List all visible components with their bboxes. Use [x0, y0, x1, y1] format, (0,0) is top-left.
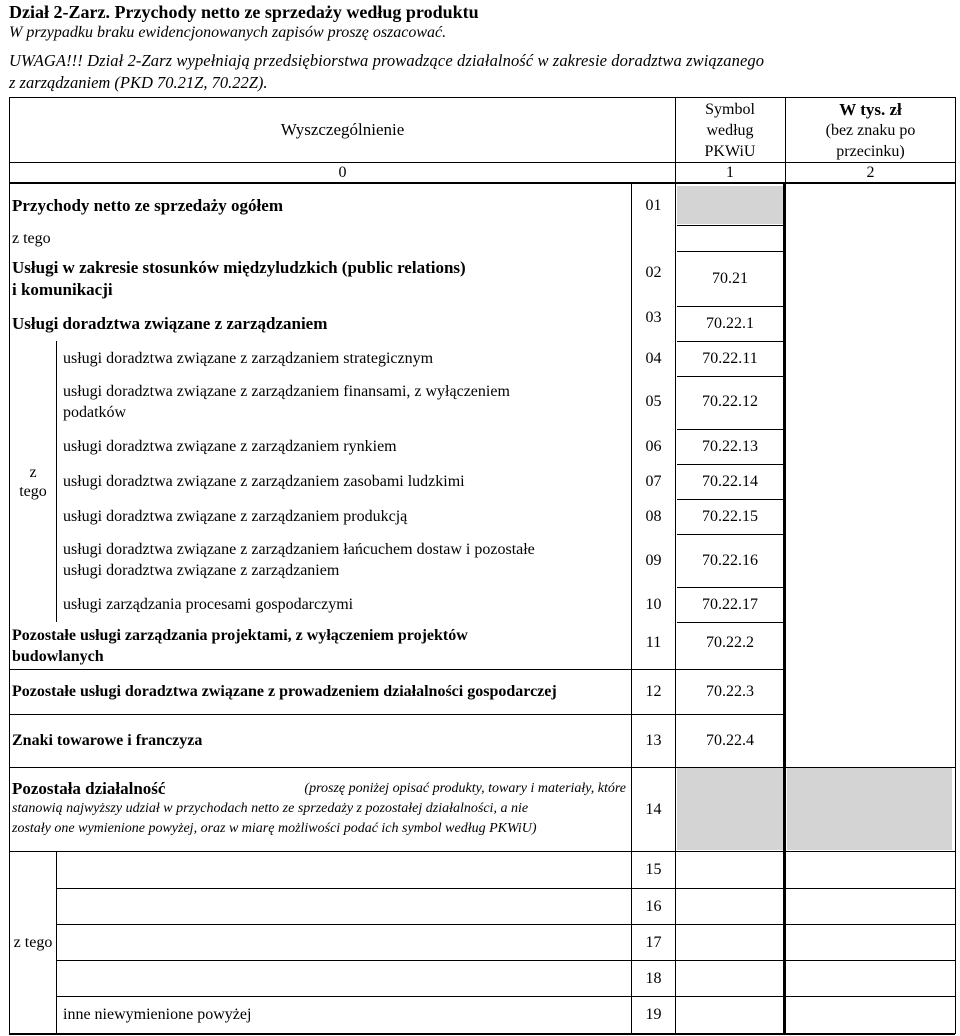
symbol-header-line-2: według — [706, 121, 754, 139]
row-13-num: 13 — [645, 732, 662, 749]
shaded-cell-01 — [677, 186, 783, 224]
row-12-num: 12 — [645, 683, 662, 700]
row-05-symbol: 70.22.12 — [702, 393, 758, 410]
symbol-header-line-1: Symbol — [705, 100, 755, 118]
row-01-label: Przychody netto ze sprzedaży ogółem — [12, 196, 283, 215]
row-04-num: 04 — [645, 350, 662, 367]
row-13-symbol: 70.22.4 — [706, 732, 754, 749]
row-07-num: 07 — [645, 473, 662, 490]
column-index-2: 2 — [866, 163, 875, 181]
shaded-cell-14-symbol — [677, 768, 783, 850]
row-09-label-line-2: usługi doradztwa związane z zarządzaniem — [63, 562, 340, 579]
warning-line-2: z zarządzaniem (PKD 70.21Z, 70.22Z). — [9, 73, 268, 92]
row-11-label-line-2: budowlanych — [12, 647, 104, 665]
row-03-symbol: 70.22.1 — [706, 315, 754, 332]
row-05-num: 05 — [645, 393, 662, 410]
row-11-num: 11 — [645, 634, 662, 651]
row-16-num: 16 — [645, 897, 662, 915]
ztego-mid-line-2: tego — [19, 483, 47, 500]
estimate-note: W przypadku braku ewidencjonowanych zapisów proszę oszacować. — [9, 24, 447, 41]
row-02-symbol: 70.21 — [712, 270, 748, 287]
row-06-symbol: 70.22.13 — [702, 438, 758, 455]
row-02-label — [12, 256, 627, 302]
row-15-num: 15 — [645, 861, 662, 878]
row-05-label-line-1: usługi doradztwa związane z zarządzaniem finansami, z wyłączeniem — [63, 383, 510, 400]
column-header-desc: Wyszczególnienie — [280, 120, 405, 139]
value-header-sub-2: przecinku) — [836, 142, 905, 160]
row-05-label — [63, 378, 623, 426]
row-14-label-line-2: stanowią najwyższy udział w przychodach netto ze sprzedaży z pozostałej działalności, a nie — [12, 801, 529, 816]
row-04-symbol: 70.22.11 — [702, 350, 758, 367]
row-12-label: Pozostałe usługi doradztwa związane z prowadzeniem działalności gospodarczej — [12, 683, 557, 700]
row-18-num: 18 — [645, 969, 662, 987]
row-05-label-line-2: podatków — [63, 404, 127, 421]
value-header-sub-1: (bez znaku po — [825, 121, 916, 139]
row-10-num: 10 — [645, 596, 662, 613]
row-11-symbol: 70.22.2 — [706, 634, 754, 651]
shaded-cell-14-value — [787, 768, 952, 850]
value-header-title: W tys. zł — [839, 99, 902, 119]
row-07-symbol: 70.22.14 — [702, 473, 758, 490]
row-12-symbol: 70.22.3 — [706, 683, 754, 700]
row-02-num: 02 — [645, 264, 662, 281]
column-header-value — [786, 98, 955, 162]
column-index-0: 0 — [338, 163, 347, 181]
row-14-label — [12, 779, 626, 839]
row-10-symbol: 70.22.17 — [702, 596, 758, 613]
warning-line-1: UWAGA!!! Dział 2-Zarz wypełniają przedsiębiorstwa prowadzące działalność w zakresie doradztwa związanego — [9, 51, 765, 70]
row-01-num: 01 — [645, 197, 662, 214]
row-19-num: 19 — [645, 1006, 662, 1023]
row-03-label: Usługi doradztwa związane z zarządzaniem — [12, 314, 328, 333]
row-14-label-line-3: zostały one wymienione powyżej, oraz w miarę możliwości podać ich symbol według PKWiU) — [12, 821, 537, 836]
row-09-symbol: 70.22.16 — [702, 552, 758, 569]
section-title: Dział 2-Zarz. Przychody netto ze sprzedaży według produktu — [9, 2, 479, 22]
ztego-mid-line-1: z — [29, 464, 37, 481]
row-10-label: usługi zarządzania procesami gospodarczymi — [63, 596, 354, 613]
row-03-num: 03 — [645, 309, 662, 326]
row-14-num: 14 — [645, 801, 662, 818]
row-14-label-bold: Pozostała działalność — [12, 779, 166, 798]
row-11-label-line-1: Pozostałe usługi zarządzania projektami, z wyłączeniem projektów — [12, 626, 468, 644]
row-09-label-line-1: usługi doradztwa związane z zarządzaniem łańcuchem dostaw i pozostałe — [63, 541, 535, 558]
row-19-label: inne niewymienione powyżej — [63, 1006, 252, 1023]
row-09-label — [63, 536, 629, 584]
row-02-label-line-1: Usługi w zakresie stosunków międzyludzkich (public relations) — [12, 258, 466, 277]
symbol-header-line-3: PKWiU — [704, 142, 756, 160]
column-index-1: 1 — [726, 163, 734, 181]
row-17-num: 17 — [645, 933, 662, 951]
row-08-num: 08 — [645, 508, 662, 525]
row-13-label: Znaki towarowe i franczyza — [12, 732, 203, 749]
row-04-label: usługi doradztwa związane z zarządzaniem strategicznym — [63, 350, 434, 367]
row-06-num: 06 — [645, 438, 662, 455]
ztego-mid-label — [10, 342, 56, 622]
row-11-label — [12, 623, 627, 668]
row-06-label: usługi doradztwa związane z zarządzaniem rynkiem — [63, 438, 397, 455]
row-07-label: usługi doradztwa związane z zarządzaniem zasobami ludzkimi — [63, 473, 465, 490]
ztego-top-label: z tego — [12, 230, 51, 247]
ztego-bottom-label: z tego — [13, 934, 53, 951]
row-09-num: 09 — [645, 552, 662, 569]
row-02-label-line-2: i komunikacji — [12, 280, 113, 299]
row-08-symbol: 70.22.15 — [702, 508, 758, 525]
row-08-label: usługi doradztwa związane z zarządzaniem produkcją — [63, 508, 408, 525]
column-header-symbol — [676, 98, 784, 162]
row-14-label-rest: (proszę poniżej opisać produkty, towary i materiały, które — [304, 781, 626, 796]
